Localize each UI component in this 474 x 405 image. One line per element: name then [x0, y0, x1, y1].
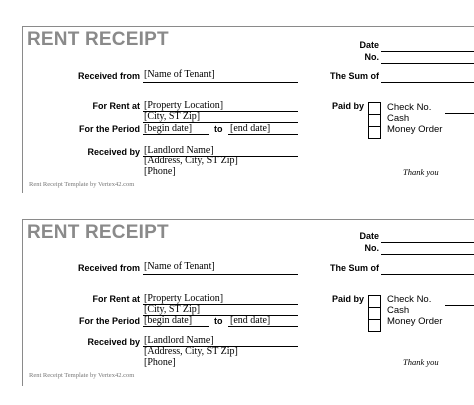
receipt-title: RENT RECEIPT [27, 222, 169, 243]
template-credit: Rent Receipt Template by Vertex42.com [29, 372, 135, 379]
sum-field[interactable] [381, 82, 474, 83]
template-credit: Rent Receipt Template by Vertex42.com [29, 181, 135, 188]
tenant-name-field[interactable]: [Name of Tenant] [144, 69, 215, 80]
end-date-field[interactable]: [end date] [230, 123, 271, 134]
money-order-option-label: Money Order [387, 316, 443, 327]
end-date-underline [228, 134, 298, 135]
paid-by-label: Paid by [331, 101, 364, 111]
date-field[interactable] [381, 51, 474, 52]
landlord-address-field[interactable]: [Address, City, ST Zip] [144, 346, 238, 357]
landlord-name-field[interactable]: [Landlord Name] [144, 145, 214, 156]
city-state-zip-field[interactable]: [City, ST Zip] [144, 111, 201, 122]
date-field[interactable] [381, 242, 474, 243]
begin-date-underline [143, 134, 209, 135]
thank-you-text: Thank you [403, 357, 439, 367]
landlord-address-field[interactable]: [Address, City, ST Zip] [144, 155, 238, 166]
to-label: to [214, 316, 223, 326]
city-state-zip-field[interactable]: [City, ST Zip] [144, 304, 201, 315]
to-label: to [214, 124, 223, 134]
tenant-name-field[interactable]: [Name of Tenant] [144, 261, 215, 272]
check-number-field[interactable] [445, 113, 474, 114]
sum-field[interactable] [381, 274, 474, 275]
received-from-label: Received from [77, 71, 140, 81]
receipt-number-field[interactable] [381, 63, 474, 64]
end-date-underline [228, 326, 298, 327]
thank-you-text: Thank you [403, 167, 439, 177]
received-by-label: Received by [87, 337, 140, 347]
for-rent-label: For Rent at [92, 101, 140, 111]
check-number-field[interactable] [445, 305, 474, 306]
date-label: Date [359, 40, 379, 50]
received-from-label: Received from [77, 263, 140, 273]
receipt-title: RENT RECEIPT [27, 29, 169, 50]
rent-receipt-1 [22, 26, 474, 193]
money-order-checkbox[interactable] [368, 319, 381, 332]
money-order-checkbox[interactable] [368, 126, 381, 139]
tenant-name-underline [143, 82, 298, 83]
begin-date-field[interactable]: [begin date] [144, 315, 193, 326]
period-label: For the Period [78, 124, 140, 134]
rent-receipt-2 [22, 219, 474, 386]
check-option-label: Check No. [387, 294, 432, 305]
landlord-name-field[interactable]: [Landlord Name] [144, 335, 214, 346]
paid-by-label: Paid by [331, 294, 364, 304]
begin-date-underline [143, 326, 209, 327]
receipt-number-field[interactable] [381, 254, 474, 255]
sum-label: The Sum of [330, 263, 379, 273]
check-option-label: Check No. [387, 102, 432, 113]
property-location-field[interactable]: [Property Location] [144, 100, 224, 111]
cash-option-label: Cash [387, 113, 410, 124]
end-date-field[interactable]: [end date] [230, 315, 271, 326]
landlord-phone-field[interactable]: [Phone] [144, 357, 176, 368]
received-by-label: Received by [87, 147, 140, 157]
receipt-number-label: No. [364, 243, 379, 253]
cash-option-label: Cash [387, 305, 410, 316]
for-rent-label: For Rent at [92, 294, 140, 304]
period-label: For the Period [78, 316, 140, 326]
tenant-name-underline [143, 274, 298, 275]
begin-date-field[interactable]: [begin date] [144, 123, 193, 134]
date-label: Date [359, 231, 379, 241]
money-order-option-label: Money Order [387, 124, 443, 135]
property-location-field[interactable]: [Property Location] [144, 293, 224, 304]
sum-label: The Sum of [330, 71, 379, 81]
landlord-phone-field[interactable]: [Phone] [144, 166, 176, 177]
receipt-number-label: No. [364, 52, 379, 62]
